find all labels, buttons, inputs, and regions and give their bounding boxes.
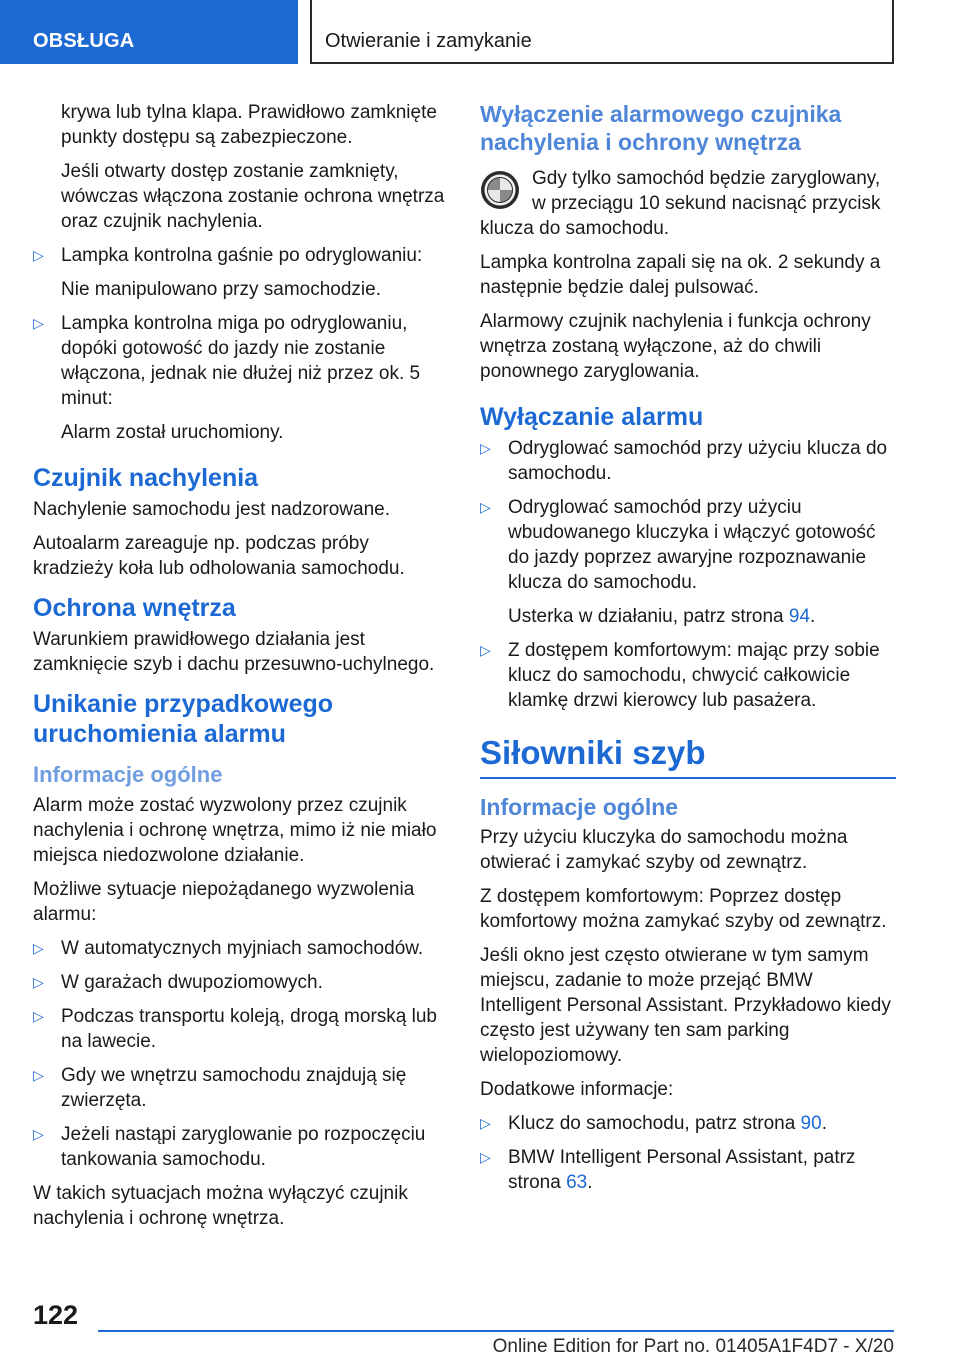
list-item: ▷ BMW Intelligent Personal Assistant, patrz strona 63. <box>480 1147 856 1193</box>
page-link[interactable]: 90 <box>800 1113 822 1134</box>
footer-divider <box>98 1330 894 1332</box>
paragraph: Dodatkowe informacje: <box>480 1079 674 1100</box>
bmw-key-button-icon <box>480 170 520 210</box>
list-item: ▷ W garażach dwupoziomowych. <box>33 972 323 993</box>
triangle-bullet-icon: ▷ <box>33 1008 44 1024</box>
list-item: ▷ Podczas transportu koleją, drogą morską lub na lawecie. <box>33 1006 437 1052</box>
paragraph: W takich sytuacjach można wyłączyć czujnik nachylenia i ochronę wnętrza. <box>33 1183 408 1229</box>
heading-disable-sensors: Wyłączenie alarmowego czujnika nachylenia i ochrony wnętrza <box>480 101 842 155</box>
heading-disable-alarm: Wyłączanie alarmu <box>480 403 704 431</box>
list-item: ▷ W automatycznych myjniach samochodów. <box>33 938 424 959</box>
paragraph: Możliwe sytuacje niepożądanego wyzwolenia alarmu: <box>33 879 415 925</box>
heading-interior-protection: Ochrona wnętrza <box>33 594 236 622</box>
paragraph: Z dostępem komfortowym: Poprzez dostęp komfortowy można zamykać szyby od zewnątrz. <box>480 886 887 932</box>
right-column <box>480 100 896 1204</box>
edition-note: Online Edition for Part no. 01405A1F4D7 - X/20 <box>492 1336 894 1357</box>
triangle-bullet-icon: ▷ <box>33 940 44 956</box>
subheading-general-info: Informacje ogólne <box>480 794 679 820</box>
triangle-bullet-icon: ▷ <box>33 974 44 990</box>
chapter-header <box>310 0 894 64</box>
chapter-label: Otwieranie i zamykanie <box>325 30 532 52</box>
list-item: ▷ Klucz do samochodu, patrz strona 90. <box>480 1113 827 1134</box>
triangle-bullet-icon: ▷ <box>33 1067 44 1083</box>
page-link[interactable]: 94 <box>788 606 811 627</box>
paragraph: krywa lub tylna klapa. Prawidłowo zamknięte punkty dostępu są zabezpieczone. <box>61 102 437 148</box>
list-item: ▷ Lampka kontrolna miga po odryglowaniu, dopóki gotowość do jazdy nie zostanie włączona, jednak nie dłużej niż przez ok. 5 minut: <box>33 313 421 409</box>
triangle-bullet-icon: ▷ <box>480 499 491 515</box>
paragraph: Jeśli okno jest często otwierane w tym samym miejscu, zadanie to może przejąć BMW Intelligent Personal Assistant. Przykładowo kiedy często jest używany ten sam parking wielopoziomowy. <box>480 945 891 1066</box>
triangle-bullet-icon: ▷ <box>33 247 44 263</box>
subheading-general-info: Informacje ogólne <box>33 762 223 787</box>
list-item: ▷ Jeżeli nastąpi zaryglowanie po rozpoczęciu tankowania samochodu. <box>33 1124 426 1170</box>
heading-avoid-false-alarm: Unikanie przypadkowego uruchomienia alarmu <box>33 690 334 748</box>
paragraph: Jeśli otwarty dostęp zostanie zamknięty, wówczas włączona zostanie ochrona wnętrza oraz czujnik nachylenia. <box>61 161 445 232</box>
triangle-bullet-icon: ▷ <box>480 440 491 456</box>
left-column <box>33 100 448 1240</box>
triangle-bullet-icon: ▷ <box>480 1115 491 1131</box>
list-item: ▷ Lampka kontrolna gaśnie po odryglowaniu: <box>33 245 423 266</box>
paragraph: Warunkiem prawidłowego działania jest zamknięcie szyb i dachu przesuwno-uchylnego. <box>33 629 435 675</box>
paragraph: Alarm może zostać wyzwolony przez czujnik nachylenia i ochronę wnętrza, mimo iż nie miało miejsca niedozwolone działanie. <box>33 795 437 866</box>
paragraph: Usterka w działaniu, patrz strona 94. <box>508 606 816 627</box>
paragraph: Autoalarm zareaguje np. podczas próby kradzieży koła lub odholowania samochodu. <box>33 533 405 579</box>
list-item: ▷ Gdy we wnętrzu samochodu znajdują się zwierzęta. <box>33 1065 407 1111</box>
page-link[interactable]: 63 <box>566 1172 588 1193</box>
paragraph: Nachylenie samochodu jest nadzorowane. <box>33 499 390 520</box>
paragraph: Lampka kontrolna zapali się na ok. 2 sekundy a następnie będzie dalej pulsować. <box>480 252 881 298</box>
paragraph: Alarm został uruchomiony. <box>61 422 284 443</box>
paragraph: Przy użyciu kluczyka do samochodu można otwierać i zamykać szyby od zewnątrz. <box>480 827 848 873</box>
triangle-bullet-icon: ▷ <box>33 1126 44 1142</box>
heading-power-windows: Siłowniki szyb <box>480 731 896 779</box>
paragraph: Nie manipulowano przy samochodzie. <box>61 279 381 300</box>
list-item: ▷ Z dostępem komfortowym: mając przy sobie klucz do samochodu, chwycić całkowicie klamkę drzwi kierowcy lub pasażera. <box>480 640 880 711</box>
paragraph: Alarmowy czujnik nachylenia i funkcja ochrony wnętrza zostaną wyłączone, aż do chwili ponownego zaryglowania. <box>480 311 871 382</box>
list-item: ▷ Odryglować samochód przy użyciu wbudowanego kluczyka i włączyć gotowość do jazdy poprzez awaryjne rozpoznawanie klucza do samochodu. <box>480 497 876 593</box>
section-label: OBSŁUGA <box>33 30 135 52</box>
triangle-bullet-icon: ▷ <box>480 642 491 658</box>
heading-tilt-sensor: Czujnik nachylenia <box>33 464 259 492</box>
page-number: 122 <box>33 1300 79 1330</box>
triangle-bullet-icon: ▷ <box>33 315 44 331</box>
triangle-bullet-icon: ▷ <box>480 1149 491 1165</box>
section-tab <box>0 0 298 64</box>
paragraph-with-icon: Gdy tylko samochód będzie zaryglowany, w przeciągu 10 sekund nacisnąć przycisk klucza do samochodu. <box>480 168 881 239</box>
list-item: ▷ Odryglować samochód przy użyciu klucza do samochodu. <box>480 438 888 484</box>
